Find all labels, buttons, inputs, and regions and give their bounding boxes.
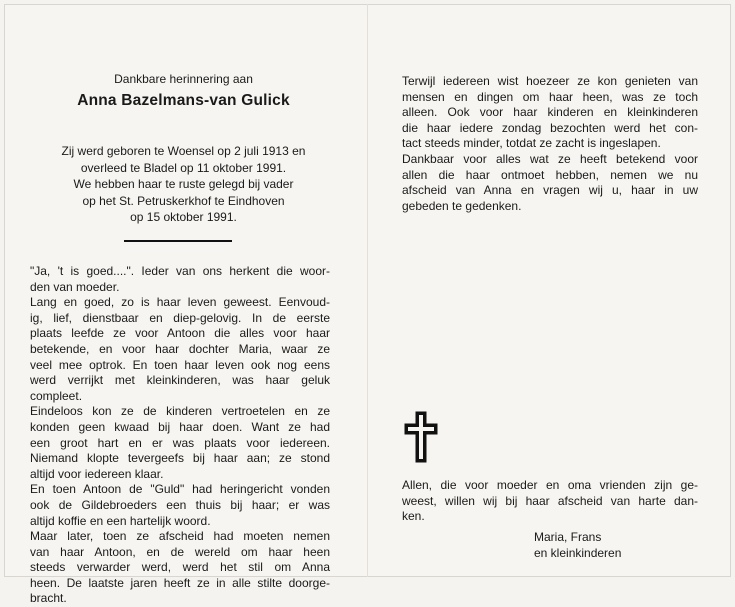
text-line: allen die haar ontmoet hebben, nemen we nu (402, 167, 698, 182)
fact-line: op het St. Petruskerkhof te Eindhoven (82, 193, 285, 208)
text-line: ig, lief, dienstbaar en diep-gelovig. In de eerste (30, 310, 330, 325)
signature-line: en kleinkinderen (534, 546, 622, 560)
text-line: ook de Gildebroeders een thuis bij haar; er was (30, 497, 330, 512)
divider-line (124, 240, 232, 242)
text-line: betekende, en voor haar dochter Maria, waar ze (30, 341, 330, 356)
text-line: den van moeder. (30, 279, 120, 294)
fact-line: We hebben haar te ruste gelegd bij vader (73, 177, 294, 191)
text-line: van haar Antoon, en de wereld om haar heen (30, 544, 330, 559)
tribute-text (30, 264, 330, 607)
text-line: afscheid van Anna en vragen wij u, haar in uw (402, 183, 698, 198)
text-line: Allen, die voor moeder en oma vrienden zijn ge- (402, 478, 698, 492)
text-line: Eindeloos kon ze de kinderen vertroetelen en ze (30, 404, 330, 419)
text-line: plaats leefde ze voor Antoon die alles voor haar (30, 326, 330, 341)
cross-icon (404, 411, 438, 463)
text-line: Terwijl iedereen wist hoezeer ze kon genieten van (402, 74, 698, 88)
text-line: bracht. (30, 591, 67, 606)
signature (534, 529, 621, 561)
text-line: veel mee optrok. En toen haar leven ook nog eens (30, 357, 330, 372)
text-line: die haar iedere zondag bezochten werd het con- (402, 120, 698, 135)
thanks-text (402, 478, 698, 525)
text-line: heen. De laatste jaren heeft ze in alle stilte doorge- (30, 575, 330, 590)
text-line: werd verrijkt met kleinkinderen, was haar geluk (30, 373, 330, 388)
text-line: Maar later, toen ze afscheid had moeten nemen (30, 529, 330, 544)
text-line: altijd voor iedereen klaar. (30, 466, 164, 481)
signature-line: Maria, Frans (534, 530, 602, 544)
fact-line: Zij werd geboren te Woensel op 2 juli 1913 en (61, 144, 306, 158)
text-line: weest, willen wij bij haar afscheid van harte dan- (402, 493, 698, 508)
card-fold (367, 4, 368, 577)
text-line: tact steeds minder, totdat ze zacht is ingeslapen. (402, 136, 661, 151)
text-line: konden geen kwaad bij haar doen. Want ze had (30, 419, 330, 434)
text-line: gebeden te gedenken. (402, 198, 522, 213)
text-line: ken. (402, 509, 425, 524)
text-line: alleen. Ook voor haar kinderen en kleinkinderen (402, 105, 698, 120)
deceased-name: Anna Bazelmans-van Gulick (77, 92, 290, 109)
text-line: "Ja, 't is goed....". Ieder van ons herkent die woor- (30, 264, 330, 278)
text-line: steeds verwarder werd, werd het stil om Anna (30, 560, 330, 575)
life-facts (0, 143, 367, 226)
reflection-text (402, 74, 698, 152)
fact-line: overleed te Bladel op 11 oktober 1991. (80, 160, 287, 175)
text-line: Niemand klopte tevergeefs bij haar aan; ze stond (30, 451, 330, 466)
text-line: altijd koffie en een hartelijk woord. (30, 513, 211, 528)
text-line: compleet. (30, 388, 83, 403)
text-line: Dankbaar voor alles wat ze heeft betekend voor (402, 152, 698, 166)
intro-text: Dankbare herinnering aan (114, 72, 253, 86)
text-line: een groot hart en er was plaats voor iedereen. (30, 435, 330, 450)
text-line: mensen en dingen om haar heen, was ze toch (402, 89, 698, 104)
gratitude-text (402, 152, 698, 214)
fact-line: op 15 oktober 1991. (130, 210, 237, 224)
text-line: Lang en goed, zo is haar leven geweest. Eenvoud- (30, 295, 330, 310)
text-line: En toen Antoon de "Guld" had heringericht vonden (30, 482, 330, 497)
